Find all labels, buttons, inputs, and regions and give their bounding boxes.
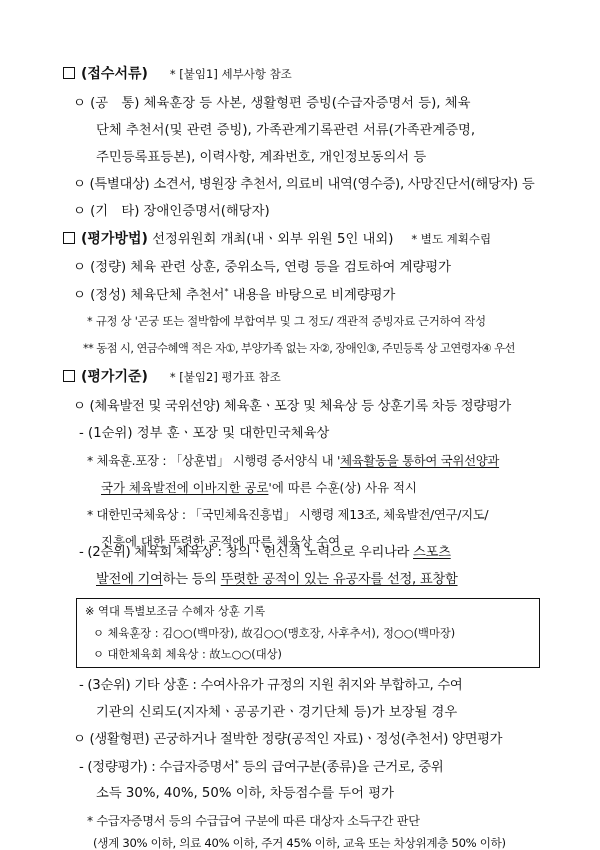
- history-record-box: [76, 598, 540, 668]
- dash-rank-2-text: - (2순위) 체육회 체육상 : 창의ㆍ헌신적 노력으로 우리나라: [79, 545, 414, 560]
- section-reference: * [붙임1] 세부사항 참조: [169, 67, 292, 81]
- bullet-common-cont-1: 단체 추천서(및 관련 증빙), 가족관계기록관련 서류(가족관계증명,: [96, 123, 476, 138]
- checkbox-square-icon: [63, 67, 75, 79]
- note-sports-medal: [87, 455, 499, 467]
- bullet-quantitative: ㅇ (정량) 체육 관련 상훈, 중위소득, 연령 등을 검토하여 계량평가: [73, 260, 451, 275]
- dash-rank-2-mid: 하는 등의: [162, 572, 221, 587]
- dash-quantitative-eval-cont: 소득 30%, 40%, 50% 이하, 차등점수를 두어 평가: [96, 786, 394, 801]
- note-sports-medal-underlined-2: 국가 체육발전에 이바지한 공로: [101, 480, 269, 495]
- dash-rank-3-cont: 기관의 신뢰도(지자체ㆍ공공기관ㆍ경기단체 등)가 보장될 경우: [96, 705, 458, 720]
- dash-quantitative-eval: [79, 760, 443, 774]
- bullet-common-cont-2: 주민등록표등본), 이력사항, 계좌번호, 개인정보동의서 등: [96, 150, 427, 165]
- note-regulation: * 규정 상 '곤궁 또는 절박함에 부합여부 및 그 정도/ 객관적 증빙자료 근거하여 작성: [87, 315, 486, 328]
- bullet-sports-development: ㅇ (체육발전 및 국위선양) 체육훈ㆍ포장 및 체육상 등 상훈기록 차등 정량평가: [73, 399, 511, 414]
- note-recipient-cert: * 수급자증명서 등의 수급급여 구분에 따른 대상자 소득구간 판단: [87, 814, 420, 828]
- note-sports-medal-text: * 체육훈․포장 : 「상훈법」 시행령 증서양식 내 ': [87, 453, 341, 468]
- dash-rank-1: - (1순위) 정부 훈ㆍ포장 및 대한민국체육상: [79, 426, 330, 441]
- bullet-qualitative-text-b: 내용을 바탕으로 비계량평가: [228, 288, 396, 303]
- section-reference: * 별도 계획수립: [411, 232, 492, 246]
- section-heading-application-docs: [63, 67, 292, 81]
- section-title: (평가기준): [81, 369, 148, 385]
- note-tie-break: ** 동점 시, 연금수혜액 적은 자①, 부양가족 없는 자②, 장애인③, 주민등록 상 고연령자④ 우선: [83, 342, 515, 355]
- footnote-mark: *: [234, 759, 239, 768]
- checkbox-square-icon: [63, 232, 75, 244]
- footnote-mark: *: [224, 287, 229, 296]
- bullet-other: ㅇ (기 타) 장애인증명서(해당자): [73, 204, 270, 219]
- note-korea-sports-award-cont: 진흥에 대한 뚜렷한 공적에 따른 체육상 수여: [101, 534, 341, 549]
- bullet-qualitative-text-a: ㅇ (정성) 체육단체 추천서: [73, 288, 225, 303]
- note-recipient-cert-cont: (생계 30% 이하, 의료 40% 이하, 주거 45% 이하, 교육 또는 차상위계층 50% 이하): [93, 836, 506, 850]
- dash-rank-2: [79, 546, 451, 559]
- history-box-line-2: ㅇ 대한체육회 체육상 : 故노○○(대상): [93, 648, 282, 661]
- note-korea-sports-award: * 대한민국체육상 : 「국민체육진흥법」 시행령 제13조, 체육발전/연구/지도/: [87, 507, 489, 522]
- dash-rank-3: - (3순위) 기타 상훈 : 수여사유가 규정의 지원 취지와 부합하고, 수여: [79, 678, 463, 693]
- section-heading-evaluation-method: [63, 232, 491, 246]
- dash-rank-2-underlined: 스포츠: [413, 545, 451, 560]
- bullet-living-conditions: ㅇ (생활형편) 곤궁하거나 절박한 정량(공적인 자료)ㆍ정성(추천서) 양면평가: [73, 732, 503, 747]
- history-box-title: ※ 역대 특별보조금 수혜자 상훈 기록: [85, 605, 266, 618]
- checkbox-square-icon: [63, 370, 75, 382]
- dash-rank-2-cont: [96, 573, 458, 586]
- bullet-special: ㅇ (특별대상) 소견서, 병원장 추천서, 의료비 내역(영수증), 사망진단서(해당자) 등: [73, 177, 535, 192]
- dash-rank-2-underlined-2: 발전에 기여: [96, 572, 163, 587]
- section-heading-evaluation-criteria: [63, 370, 281, 384]
- dash-rank-2-underlined-3: 뚜렷한 공적이 있는 유공자를 선정, 표창함: [220, 572, 458, 587]
- dash-quantitative-eval-text-b: 등의 급여구분(종류)을 근거로, 중위: [238, 760, 444, 775]
- note-sports-medal-tail: '에 따른 수훈(상) 사유 적시: [268, 480, 417, 495]
- history-box-line-1: ㅇ 체육훈장 : 김○○(백마장), 故김○○(맹호장, 사후추서), 정○○(백마장): [93, 627, 456, 640]
- section-title: (접수서류): [81, 66, 148, 82]
- dash-quantitative-eval-text-a: - (정량평가) : 수급자증명서: [79, 760, 235, 775]
- note-sports-medal-cont: [101, 482, 417, 494]
- note-sports-medal-underlined: 체육활동을 통하여 국위선양과: [340, 453, 500, 468]
- section-title: (평가방법): [81, 231, 148, 247]
- section-reference: * [붙임2] 평가표 참조: [169, 370, 281, 384]
- section-title-desc: 선정위원회 개최(내ㆍ외부 위원 5인 내외): [147, 232, 394, 247]
- bullet-qualitative: [73, 288, 395, 302]
- bullet-common: ㅇ (공 통) 체육훈장 등 사본, 생활형편 증빙(수급자증명서 등), 체육: [73, 96, 471, 111]
